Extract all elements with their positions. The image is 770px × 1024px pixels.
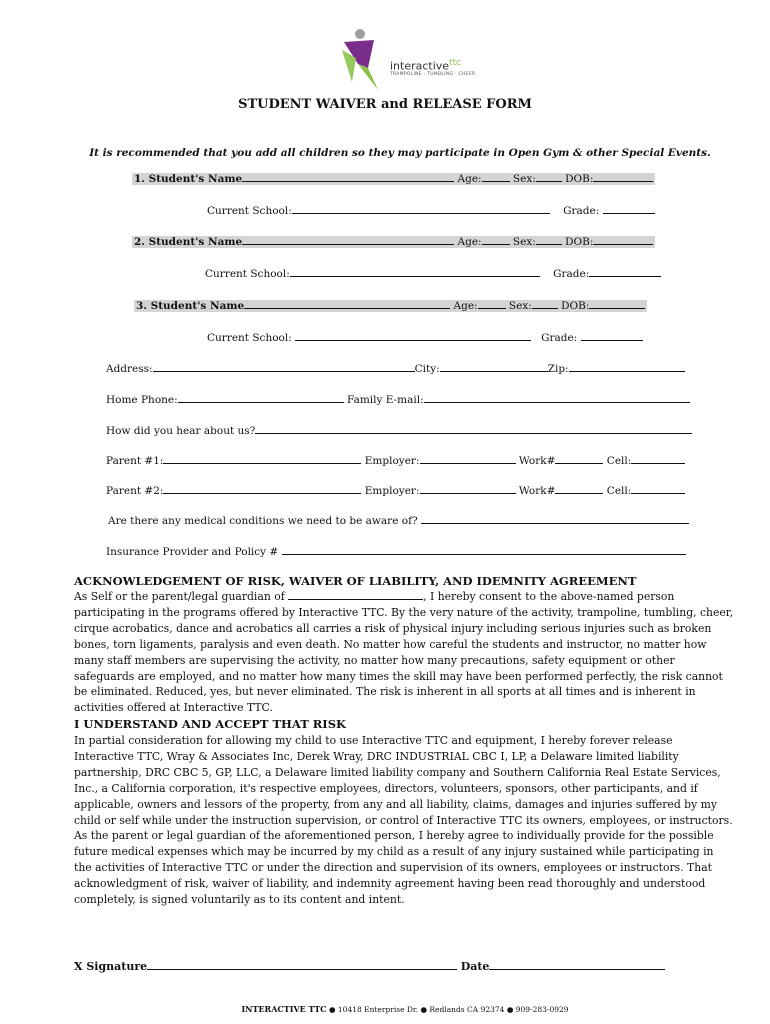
student-3-school-row: Current School: Grade: <box>207 330 643 344</box>
home-phone-field[interactable] <box>178 392 344 403</box>
recommendation-note: It is recommended that you add all children so they may participate in Open Gym & other Special Events. <box>89 147 711 159</box>
parent-1-work-field[interactable] <box>555 453 603 464</box>
parent-2-field[interactable] <box>163 483 361 494</box>
logo-wordmark: interactive$^{ttc}$ <box>390 58 462 73</box>
logo-tagline: TRAMPOLINE · TUMBLING · CHEER <box>390 72 476 77</box>
student-1-school-row: Current School: Grade: <box>207 203 655 217</box>
student-3-name-field[interactable] <box>244 298 450 309</box>
parent-2-cell-field[interactable] <box>631 483 685 494</box>
parent-2-work-field[interactable] <box>555 483 603 494</box>
insurance-field[interactable] <box>282 544 686 555</box>
guardian-of-field[interactable] <box>288 589 423 600</box>
parent-1-field[interactable] <box>163 453 361 464</box>
city-field[interactable] <box>440 361 548 372</box>
parent-1-row: Parent #1: Employer: Work# Cell: <box>106 453 685 467</box>
student-3-row: 3. Student's Name Age: Sex: DOB: <box>134 298 647 312</box>
accept-heading: I UNDERSTAND AND ACCEPT THAT RISK <box>74 717 346 731</box>
form-title: STUDENT WAIVER and RELEASE FORM <box>238 97 532 112</box>
student-1-sex-field[interactable] <box>536 171 562 182</box>
hear-about-field[interactable] <box>255 423 692 434</box>
student-1-age-field[interactable] <box>482 171 510 182</box>
student-3-dob-field[interactable] <box>589 298 645 309</box>
parent-1-cell-field[interactable] <box>631 453 685 464</box>
phone-email-row: Home Phone: Family E-mail: <box>106 392 690 406</box>
company-logo <box>338 28 478 98</box>
student-1-name-field[interactable] <box>242 171 454 182</box>
footer: INTERACTIVE TTC ● 10418 Enterprise Dr. ● Redlands CA 92374 ● 909-283-0929 <box>241 1004 569 1014</box>
parent-2-employer-field[interactable] <box>420 483 516 494</box>
date-field[interactable] <box>489 959 665 970</box>
student-1-row: 1. Student's Name Age: Sex: DOB: <box>132 171 655 185</box>
address-row: Address: City: Zip: <box>106 361 685 375</box>
accept-paragraph: In partial consideration for allowing my child to use Interactive TTC and equipment, I hereby forever release Interactive TTC, Wray & Associates Inc, Derek Wray, DRC INDUSTRIAL CBC I, LP, a Delaware limited liability partnership, DRC CBC 5, GP, LLC, a Delaware limited liability company and Southern California Real Estate Services, Inc., a California corporation, it's respective employees, directors, volunteers, sponsors, other participants, and if applicable, owners and lessors of the property, from any and all liability, claims, damages and injuries suffered by my child or self while under the instruction supervision, or control of Interactive TTC its owners, employees, or instructors. As the parent or legal guardian of the aforementioned person, I hereby agree to individually provide for the possible future medical expenses which may be incurred by my child as a result of any injury sustained while participating in the activities of Interactive TTC or under the direction and supervision of its owners, employees or instructors. That acknowledgment of risk, waiver of liability, and indemnity agreement having been read thoroughly and understood completely, is signed voluntarily as to its content and intent. <box>74 734 733 907</box>
family-email-field[interactable] <box>424 392 690 403</box>
student-2-school-row: Current School: Grade: <box>205 266 661 280</box>
medical-row: Are there any medical conditions we need to be aware of? <box>108 513 689 527</box>
student-1-grade-field[interactable] <box>603 203 655 214</box>
student-2-name-field[interactable] <box>242 234 454 245</box>
logo-figure-icon <box>338 28 398 98</box>
acknowledgement-heading: ACKNOWLEDGEMENT OF RISK, WAIVER OF LIABILITY, AND IDEMNITY AGREEMENT <box>74 574 637 588</box>
student-2-age-field[interactable] <box>482 234 510 245</box>
student-3-age-field[interactable] <box>478 298 506 309</box>
student-3-sex-field[interactable] <box>532 298 558 309</box>
student-3-grade-field[interactable] <box>581 330 643 341</box>
medical-conditions-field[interactable] <box>421 513 689 524</box>
student-2-row: 2. Student's Name Age: Sex: DOB: <box>132 234 655 248</box>
hear-about-row: How did you hear about us? <box>106 423 692 437</box>
insurance-row: Insurance Provider and Policy # <box>106 544 686 558</box>
student-2-sex-field[interactable] <box>536 234 562 245</box>
parent-1-employer-field[interactable] <box>420 453 516 464</box>
student-3-school-field[interactable] <box>295 330 531 341</box>
signature-row: X Signature Date <box>74 959 665 973</box>
acknowledgement-paragraph: As Self or the parent/legal guardian of , I hereby consent to the above-named person participating in the programs offered by Interactive TTC. By the very nature of the activity, trampoline, tumbling, cheer, cirque acrobatics, dance and acrobatics all carries a risk of physical injury including serious injuries such as broken bones, torn ligaments, paralysis and even death. No matter how careful the students and instructor, no matter how many staff members are supervising the activity, no matter how many precautions, safety equipment or other safeguards are employed, and no matter how many times the skill may have been performed perfectly, the risk cannot be eliminated. Reduced, yes, but never eliminated. The risk is inherent in all sports at all times and is inherent in activities offered at Interactive TTC. <box>74 590 734 715</box>
signature-field[interactable] <box>147 959 457 970</box>
zip-field[interactable] <box>569 361 685 372</box>
student-1-school-field[interactable] <box>292 203 550 214</box>
address-field[interactable] <box>153 361 415 372</box>
parent-2-row: Parent #2: Employer: Work# Cell: <box>106 483 685 497</box>
student-1-dob-field[interactable] <box>593 171 653 182</box>
student-2-grade-field[interactable] <box>589 266 661 277</box>
student-2-dob-field[interactable] <box>593 234 653 245</box>
student-2-school-field[interactable] <box>290 266 540 277</box>
